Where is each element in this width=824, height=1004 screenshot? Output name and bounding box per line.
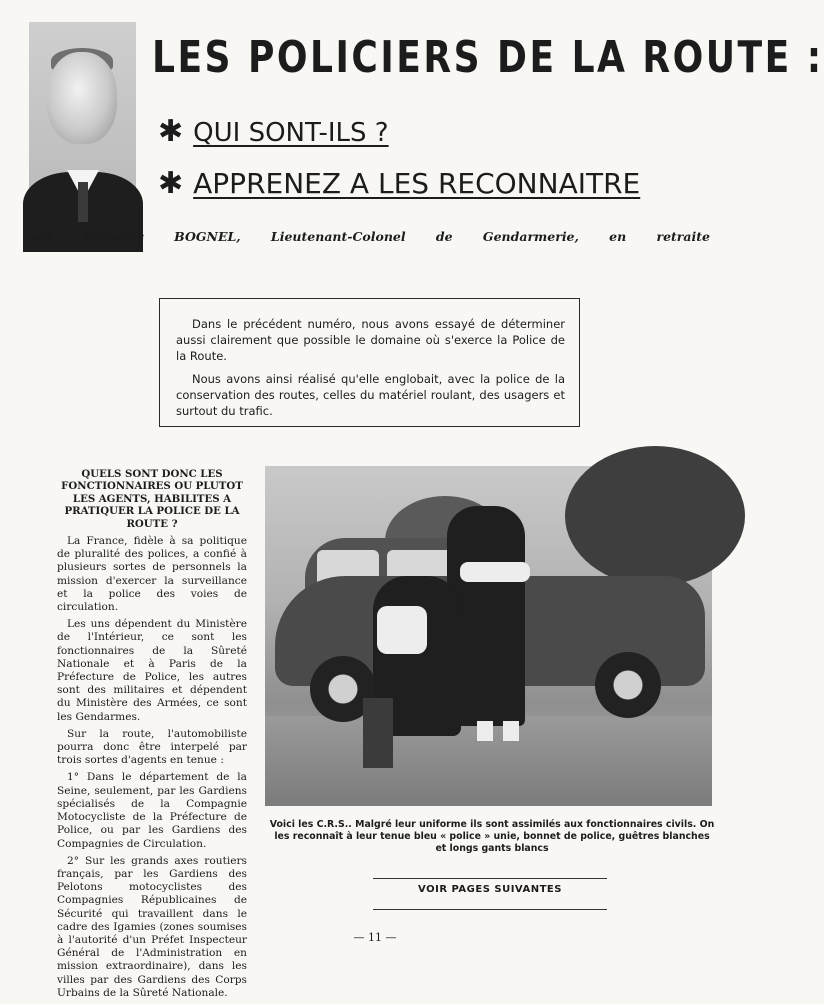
- divider-bottom: [373, 909, 607, 910]
- photo-white-gloves: [377, 606, 427, 654]
- see-next-pages: VOIR PAGES SUIVANTES: [418, 884, 562, 895]
- crs-photo: [265, 466, 712, 804]
- photo-tree: [565, 446, 745, 586]
- photo-white-gloves: [460, 562, 530, 582]
- article-paragraph: 1° Dans le département de la Seine, seulement, par les Gardiens spécialisés de la Compagnie Motocycliste de la Préfecture de Police, ou par les Gardiens des Compagnies de Circulation.: [57, 771, 247, 850]
- byline-word: Gendarmerie,: [482, 229, 579, 244]
- article-paragraph: La France, fidèle à sa politique de pluralité des polices, a confié à plusieurs sortes de personnels la mission d'exercer la surveillance et la police des voies de circulation.: [57, 535, 247, 614]
- author-portrait: [29, 22, 136, 218]
- photo-white-gaiter: [503, 721, 519, 741]
- subtitle-1: [158, 114, 389, 149]
- subtitle-text: APPRENEZ A LES RECONNAITRE: [193, 167, 641, 200]
- subtitle-text: QUI SONT-ILS ?: [193, 118, 389, 148]
- intro-box: [159, 298, 580, 427]
- photo-radio-set: [363, 698, 393, 768]
- portrait-tie: [78, 182, 88, 222]
- article-paragraph: 2° Sur les grands axes routiers français, par les Gardiens des Pelotons motocyclistes des Compagnies Républicaines de Sécurité qui travaillent dans le cadre des Igamies (zones soumises à l'autorité d'un Préfet Inspecteur Général de l'Administration en mission extraordinaire), dans les villes par des Gardiens des Corps Urbains de la Sûreté Nationale.: [57, 854, 247, 999]
- intro-paragraph: Dans le précédent numéro, nous avons essayé de déterminer aussi clairement que possible le domaine où s'exerce la Police de la Route.: [176, 317, 565, 363]
- asterisk-icon: ✱: [158, 114, 184, 149]
- photo-car-wheel: [595, 652, 661, 718]
- byline-word: par: [30, 229, 54, 244]
- article-paragraph: Les uns dépendent du Ministère de l'Intérieur, ce sont les fonctionnaires de la Sûreté Nationale et à Paris de la Préfecture de Police, les autres sont des militaires et dépendent du Ministère des Armées, ce sont les Gendarmes.: [57, 618, 247, 723]
- byline-word: François: [83, 229, 144, 244]
- portrait-face: [47, 52, 117, 144]
- article-heading: QUELS SONT DONC LES FONCTIONNAIRES OU PLUTOT LES AGENTS, HABILITES A PRATIQUER LA POLICE DE LA ROUTE ?: [61, 468, 243, 530]
- page-title: LES POLICIERS DE LA ROUTE :: [152, 32, 824, 83]
- byline-word: en: [609, 229, 627, 244]
- divider-top: [373, 878, 607, 879]
- byline: [30, 229, 710, 244]
- article-paragraph: Sur la route, l'automobiliste pourra donc être interpelé par trois sortes d'agents en tenue :: [57, 727, 247, 767]
- byline-word: Lieutenant-Colonel: [270, 229, 406, 244]
- intro-paragraph: Nous avons ainsi réalisé qu'elle englobait, avec la police de la conservation des routes, celles du matériel roulant, des usagers et surtout du trafic.: [176, 372, 565, 418]
- article-column: [57, 468, 247, 1004]
- byline-word: BOGNEL,: [174, 229, 241, 244]
- byline-word: retraite: [656, 229, 710, 244]
- byline-word: de: [435, 229, 453, 244]
- subtitle-2: [158, 166, 641, 201]
- asterisk-icon: ✱: [158, 166, 184, 201]
- photo-caption: Voici les C.R.S.. Malgré leur uniforme ils sont assimilés aux fonctionnaires civils. On les reconnaît à leur tenue bleu « police » unie, bonnet de police, guêtres blanches et longs gants blancs: [269, 819, 715, 854]
- photo-white-gaiter: [477, 721, 493, 741]
- page-number: — 11 —: [353, 931, 397, 944]
